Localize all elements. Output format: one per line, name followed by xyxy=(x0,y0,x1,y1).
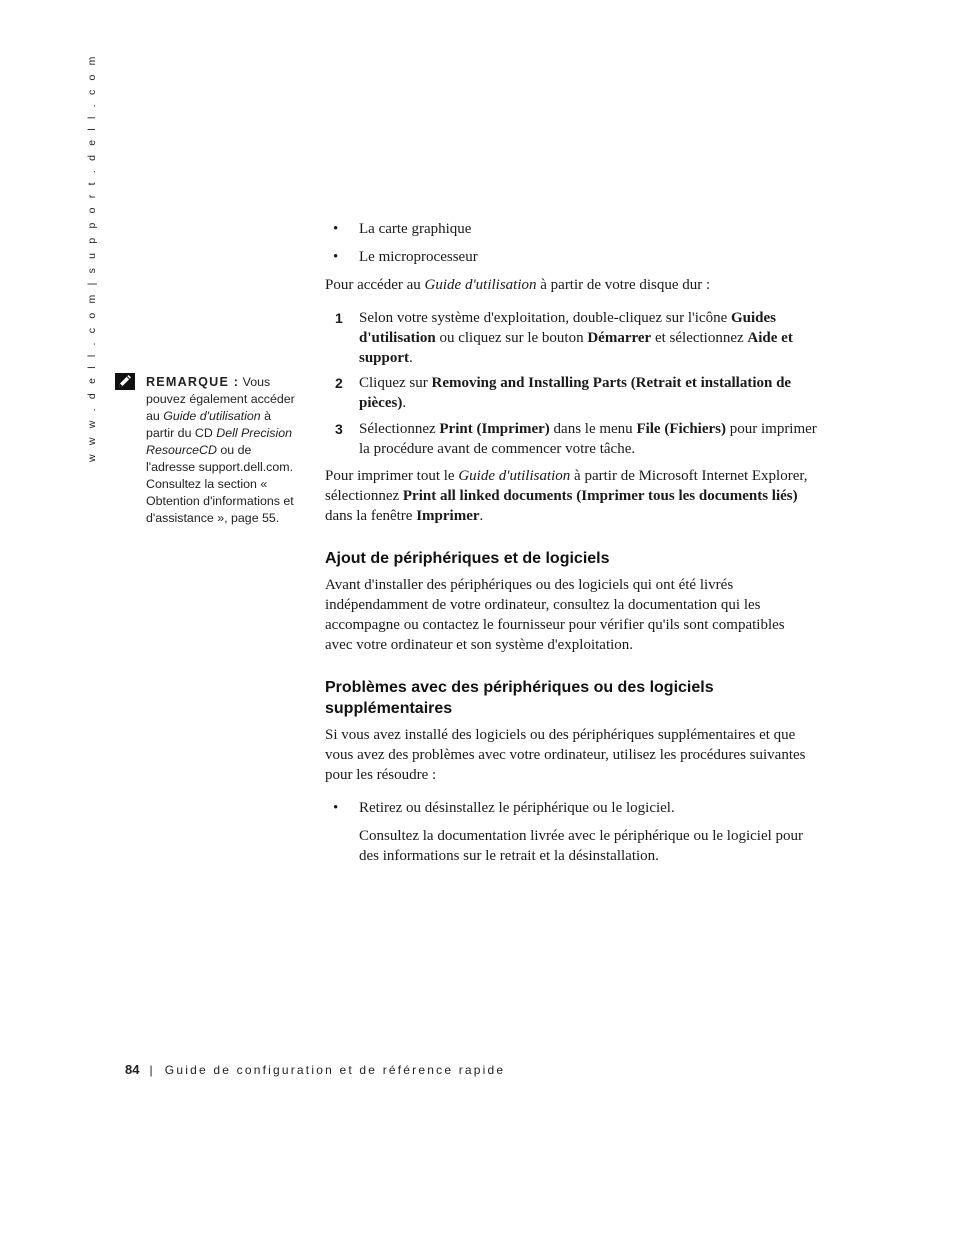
step-2 xyxy=(335,373,819,413)
step-number: 1 xyxy=(335,310,343,326)
step-text: pour imprimer la procédure avant de commencer votre tâche. xyxy=(359,421,817,457)
step-number: 3 xyxy=(335,421,343,437)
bullet-dot: • xyxy=(333,249,339,265)
step-text: Sélectionnez xyxy=(359,421,440,437)
para-bold: Imprimer xyxy=(416,508,480,524)
bullet-text: La carte graphique xyxy=(359,221,472,237)
bullet-item xyxy=(333,798,819,818)
step-text: dans le menu xyxy=(549,421,637,437)
section-heading: Ajout de périphériques et de logiciels xyxy=(325,550,610,567)
step-text: Cliquez sur xyxy=(359,375,432,391)
note-pencil-icon xyxy=(115,373,135,390)
step-bold: Guides d'utilisation xyxy=(359,310,776,346)
guide-title: Guide d'utilisation xyxy=(424,277,537,293)
para-text: à partir de Microsoft Internet Explorer, sélectionnez xyxy=(325,468,808,504)
bullet-dot: • xyxy=(333,800,339,816)
access-intro xyxy=(325,275,825,295)
note-text-1: Vous pouvez également accéder au xyxy=(146,375,295,423)
step-bold: Print (Imprimer) xyxy=(439,421,550,437)
section-device-problems xyxy=(325,677,815,785)
note-cd-title: Dell Precision ResourceCD xyxy=(146,426,292,457)
step-text: Selon votre système d'exploitation, double-cliquez sur l'icône xyxy=(359,310,731,326)
bullet-dot: • xyxy=(333,221,339,237)
step-bold: Removing and Installing Parts (Retrait et installation de pièces) xyxy=(359,375,792,411)
step-1 xyxy=(335,308,819,368)
step-text: et sélectionnez xyxy=(651,330,748,346)
para-text: . xyxy=(479,508,484,524)
note-text-3: ou de l'adresse xyxy=(146,443,252,474)
note-guide-title: Guide d'utilisation xyxy=(163,409,261,423)
step-text: . xyxy=(402,395,407,411)
section-add-devices xyxy=(325,548,815,655)
footer-title: Guide de configuration et de référence rapide xyxy=(164,1063,506,1077)
step-number: 2 xyxy=(335,375,343,391)
step-bold: Démarrer xyxy=(587,330,652,346)
note-support-link[interactable]: support.dell.com xyxy=(198,460,290,474)
note-text-2: à partir du CD xyxy=(146,409,271,440)
bullet-item xyxy=(333,219,819,239)
step-bold: File (Fichiers) xyxy=(636,421,726,437)
side-url: w w w . d e l l . c o m | s u p p o r t . d e l l . c o m xyxy=(86,53,98,462)
note-text-4: . Consultez la section « Obtention d'informations et d'assistance », page 55. xyxy=(146,460,294,525)
footer-separator: | xyxy=(149,1063,155,1077)
step-3 xyxy=(335,419,819,459)
note-label: REMARQUE : xyxy=(146,375,240,389)
section-body: Avant d'installer des périphériques ou des logiciels qui ont été livrés indépendamment de votre ordinateur, consultez la documentation qui les accompagne ou contactez le fournisseur pour vérifier qu'ils sont compatibles avec votre ordinateur et son système d'exploitation. xyxy=(325,577,785,653)
bullet-item xyxy=(333,247,819,267)
section-body: Si vous avez installé des logiciels ou des périphériques supplémentaires et que vous avez des problèmes avec votre ordinateur, utilisez les procédures suivantes pour les résoudre : xyxy=(325,727,806,783)
note-remark xyxy=(146,374,298,527)
page-number: 84 xyxy=(125,1062,140,1077)
section-heading: Problèmes avec des périphériques ou des logiciels supplémentaires xyxy=(325,679,714,717)
para-text: Pour imprimer tout le xyxy=(325,468,459,484)
access-intro-text: Pour accéder au xyxy=(325,277,425,293)
step-text: ou cliquez sur le bouton xyxy=(435,330,588,346)
bullet-subtext: Consultez la documentation livrée avec le périphérique ou le logiciel pour des informations sur le retrait et la désinstallation. xyxy=(359,828,804,864)
step-bold: Aide et support xyxy=(359,330,793,366)
bullet-text: Retirez ou désinstallez le périphérique ou le logiciel. xyxy=(359,800,675,816)
print-paragraph xyxy=(325,466,815,526)
page-footer xyxy=(125,1062,505,1077)
guide-title: Guide d'utilisation xyxy=(458,468,571,484)
bullet-text: Le microprocesseur xyxy=(359,249,478,265)
para-text: dans la fenêtre xyxy=(325,508,417,524)
access-intro-text-end: à partir de votre disque dur : xyxy=(536,277,711,293)
para-bold: Print all linked documents (Imprimer tous les documents liés) xyxy=(402,488,798,504)
step-text: . xyxy=(409,350,413,366)
